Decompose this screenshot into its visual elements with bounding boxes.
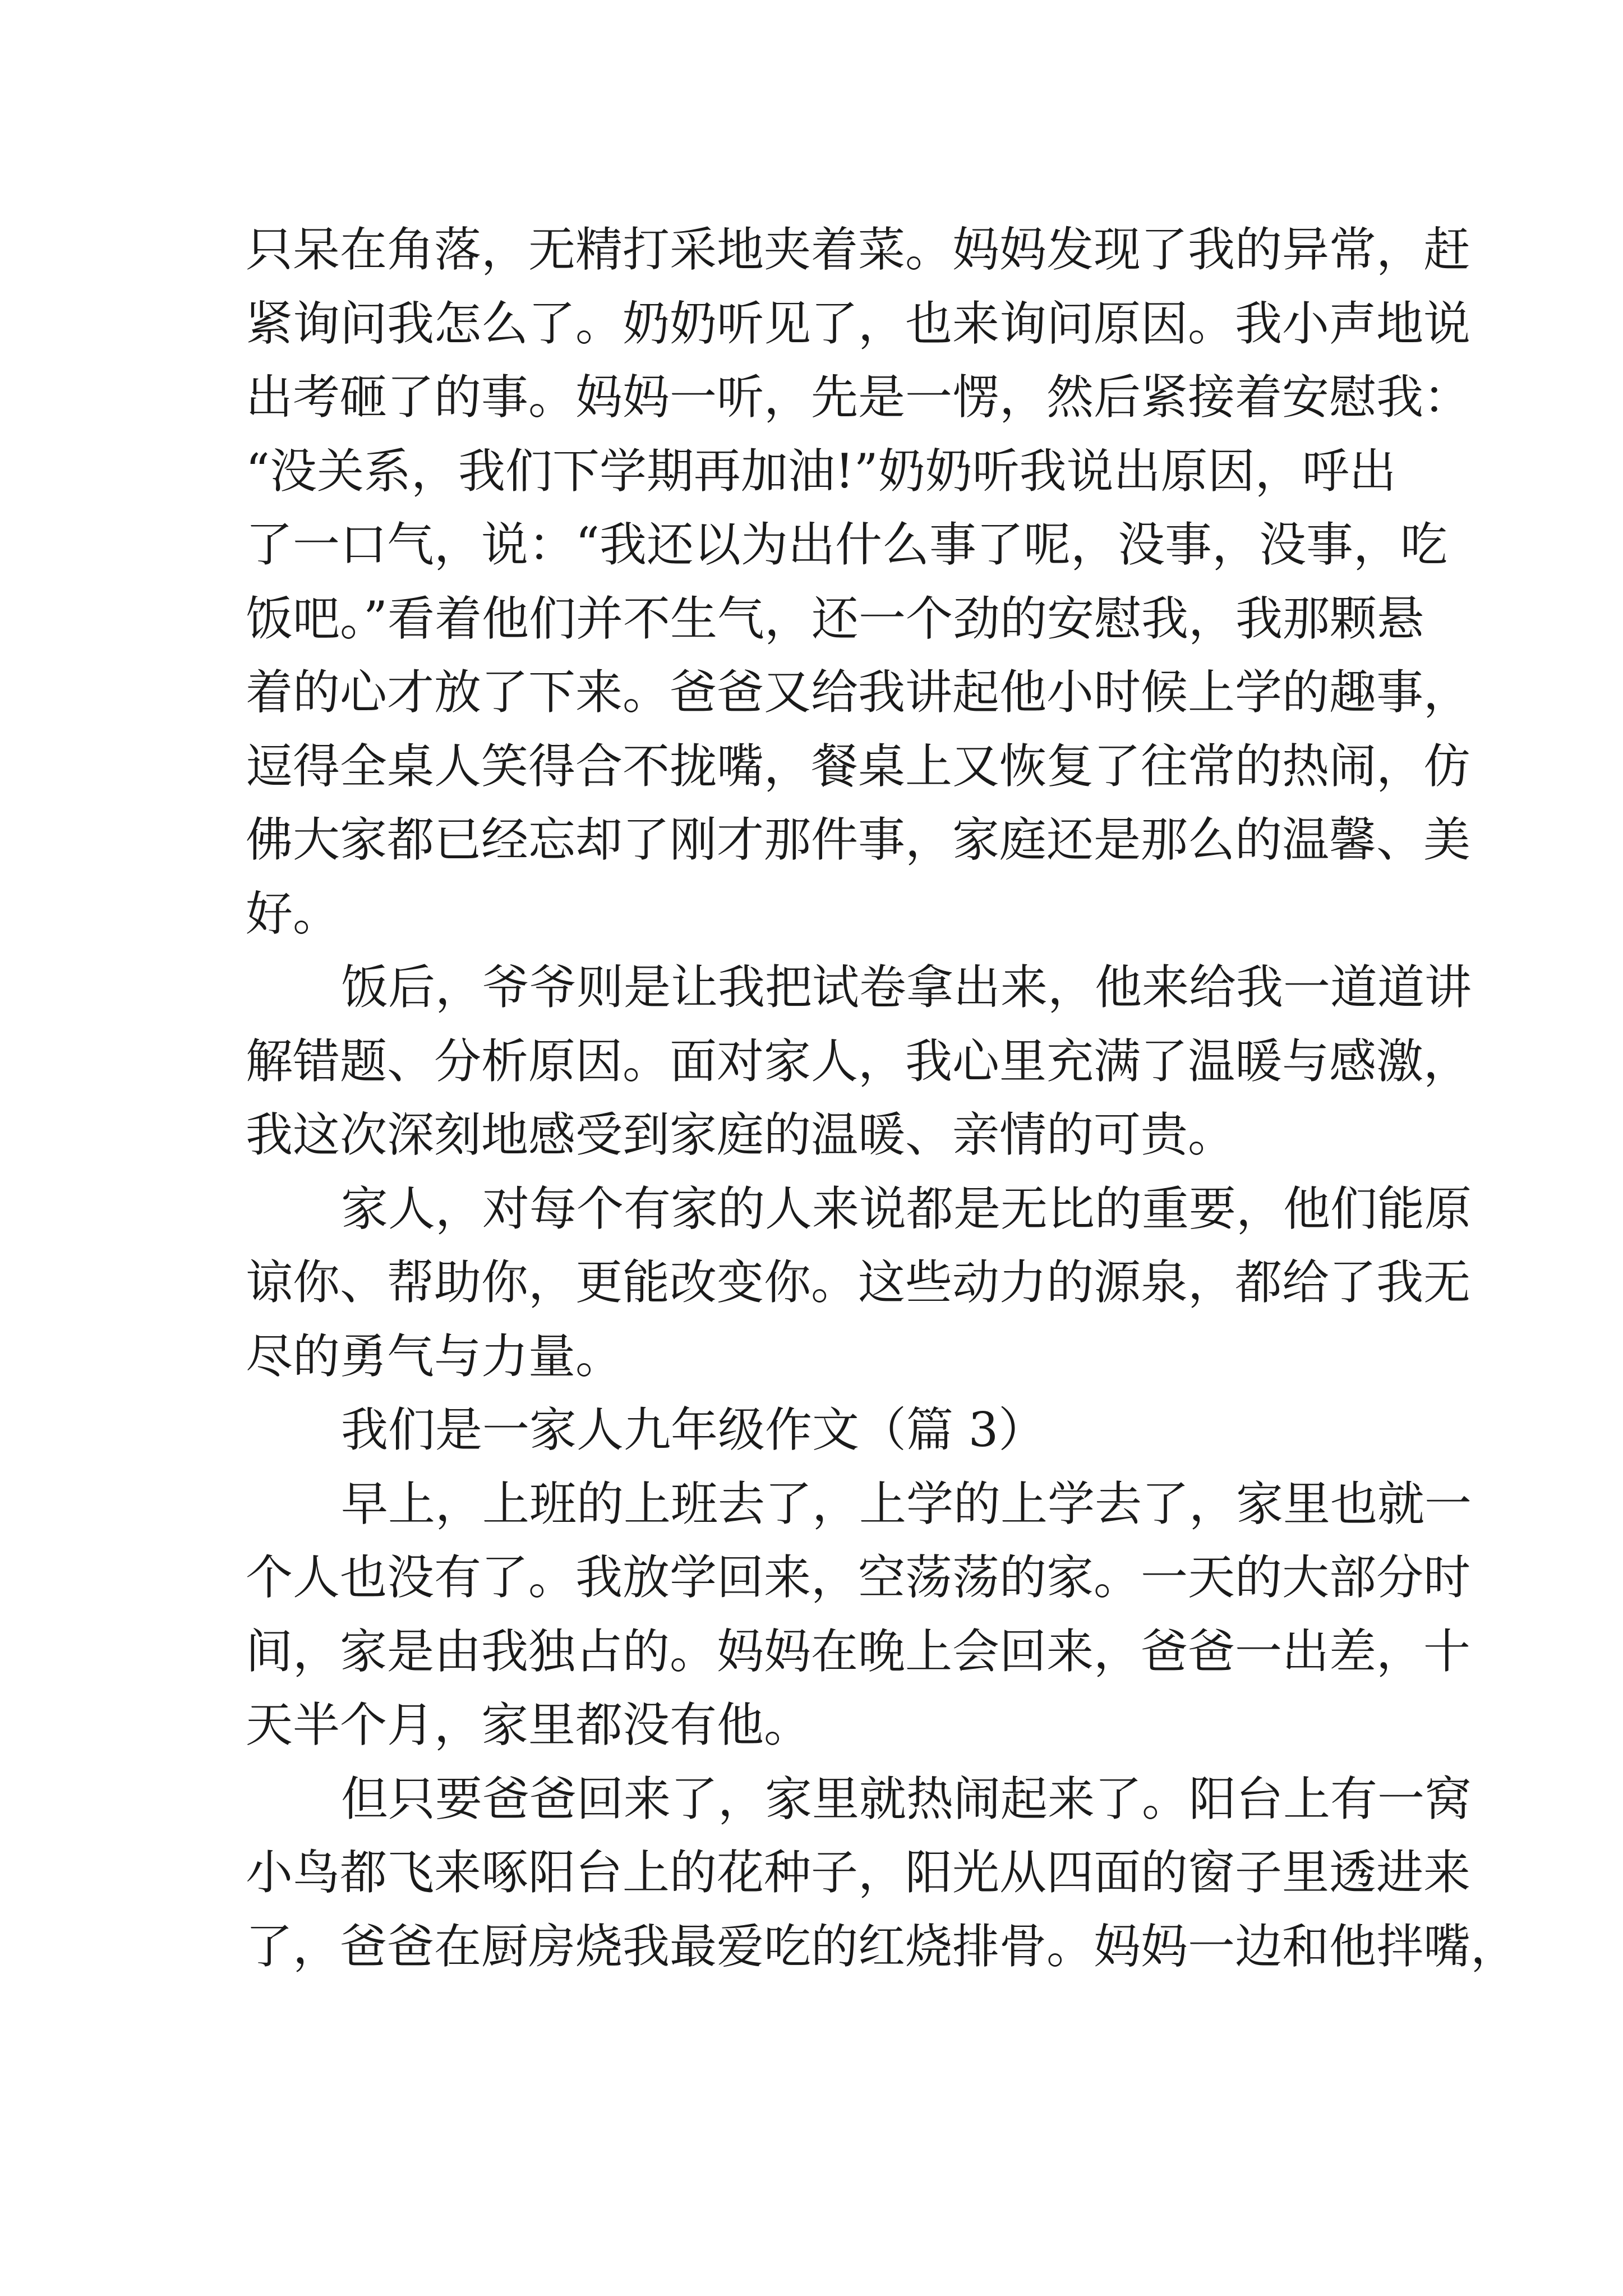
text-line: 谅你、帮助你，更能改变你。这些动力的源泉，都给了我无	[246, 1255, 1471, 1310]
paragraph-start-line: 早上，上班的上班去了，上学的上学去了，家里也就一	[341, 1476, 1472, 1531]
text-line: 好。	[246, 886, 340, 941]
text-line: 紧询问我怎么了。奶奶听见了，也来询问原因。我小声地说	[246, 296, 1471, 351]
essay-body	[246, 213, 1518, 1984]
text-line: 着的心才放了下来。爸爸又给我讲起他小时候上学的趣事，	[246, 665, 1471, 720]
text-line: 小鸟都飞来啄阳台上的花种子，阳光从四面的窗子里透进来	[246, 1845, 1471, 1900]
text-line: 解错题、分析原因。面对家人，我心里充满了温暖与感激，	[246, 1033, 1471, 1089]
text-line: 天半个月，家里都没有他。	[246, 1697, 811, 1752]
text-line: 逗得全桌人笑得合不拢嘴，餐桌上又恢复了往常的热闹，仿	[246, 738, 1471, 794]
paragraph-start-line: 饭后，爷爷则是让我把试卷拿出来，他来给我一道道讲	[341, 960, 1472, 1015]
text-line: 我这次深刻地感受到家庭的温暖、亲情的可贵。	[246, 1107, 1235, 1162]
paragraph-start-line: 但只要爸爸回来了，家里就热闹起来了。阳台上有一窝	[341, 1771, 1472, 1826]
text-line: 饭吧。”看着他们并不生气，还一个劲的安慰我，我那颗悬	[246, 591, 1424, 646]
text-line: 个人也没有了。我放学回来，空荡荡的家。一天的大部分时	[246, 1550, 1471, 1605]
text-line: 了一口气，说：“我还以为出什么事了呢，没事，没事，吃	[246, 517, 1447, 572]
text-line: “没关系，我们下学期再加油!”奶奶听我说出原因，呼出	[246, 443, 1396, 499]
text-line: 出考砸了的事。妈妈一听，先是一愣，然后紧接着安慰我：	[246, 370, 1471, 425]
text-line: 佛大家都已经忘却了刚才那件事，家庭还是那么的温馨、美	[246, 812, 1471, 867]
text-line: 只呆在角落，无精打采地夹着菜。妈妈发现了我的异常，赶	[246, 222, 1471, 277]
text-line: 间，家是由我独占的。妈妈在晚上会回来，爸爸一出差，十	[246, 1623, 1471, 1679]
text-line: 了，爸爸在厨房烧我最爱吃的红烧排骨。妈妈一边和他拌嘴，	[246, 1918, 1518, 1974]
text-line: 尽的勇气与力量。	[246, 1328, 623, 1384]
section-title: 我们是一家人九年级作文（篇 3）	[341, 1402, 1046, 1457]
paragraph-start-line: 家人，对每个有家的人来说都是无比的重要，他们能原	[341, 1181, 1472, 1236]
